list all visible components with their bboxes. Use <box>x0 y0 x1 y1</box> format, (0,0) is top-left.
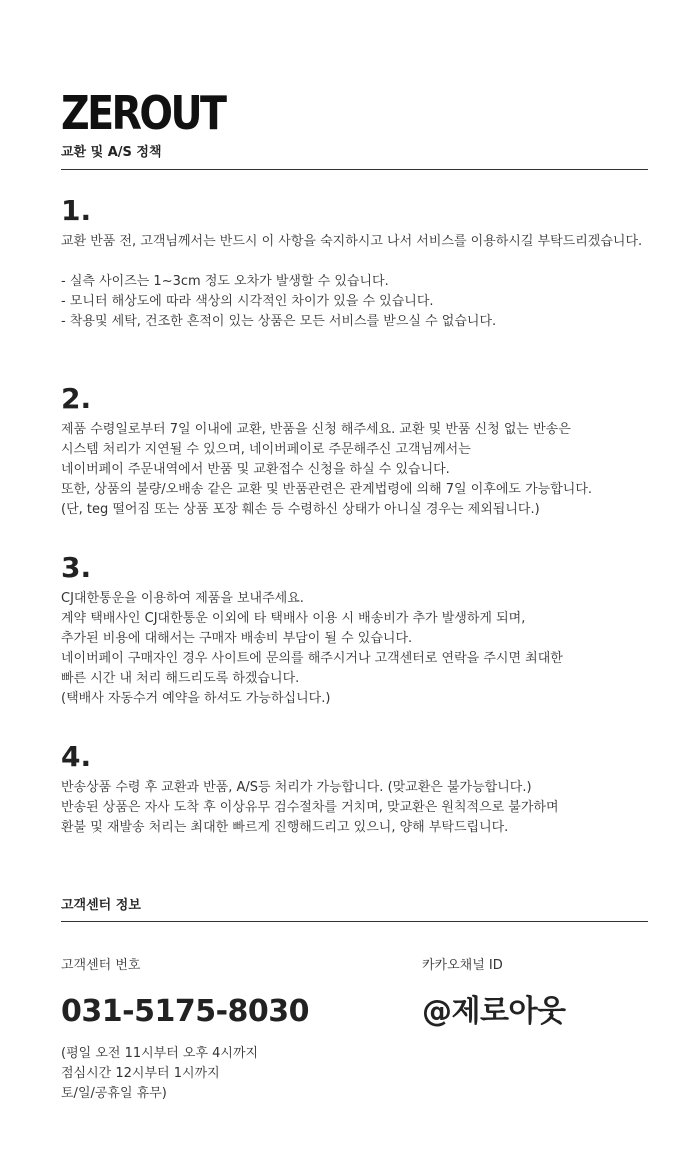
section-body <box>61 232 648 332</box>
policy-section-3 <box>61 551 648 709</box>
section-number: 4. <box>61 740 92 773</box>
section-number: 1. <box>61 194 92 227</box>
section-line: 네이버페이 구매자인 경우 사이트에 문의를 해주시거나 고객센터로 연락을 주시면 최대한 <box>61 651 563 666</box>
section-line: CJ대한통운을 이용하여 제품을 보내주세요. <box>61 591 304 606</box>
page-subtitle: 교환 및 A/S 정책 <box>61 145 162 160</box>
section-line: 네이버페이 주문내역에서 반품 및 교환접수 신청을 하실 수 있습니다. <box>61 462 450 477</box>
section-line: - 실측 사이즈는 1~3cm 정도 오차가 발생할 수 있습니다. <box>61 274 389 289</box>
phone-block <box>61 956 309 1104</box>
kakao-label: 카카오채널 ID <box>422 958 503 973</box>
hours-line: 점심시간 12시부터 1시까지 <box>61 1066 220 1081</box>
policy-section-4 <box>61 740 648 838</box>
policy-section-1 <box>61 194 648 332</box>
section-line: 환불 및 재발송 처리는 최대한 빠르게 진행해드리고 있으니, 양해 부탁드립니다. <box>61 820 509 835</box>
kakao-block <box>422 956 565 1030</box>
section-line: (택배사 자동수거 예약을 하셔도 가능하십니다.) <box>61 691 331 706</box>
policy-page <box>61 86 648 1101</box>
section-number: 3. <box>61 551 92 584</box>
section-body <box>61 420 648 520</box>
section-line: 또한, 상품의 불량/오배송 같은 교환 및 반품관련은 관계법령에 의해 7일 이후에도 가능합니다. <box>61 482 593 497</box>
section-line: 빠른 시간 내 처리 해드리도록 하겠습니다. <box>61 671 300 686</box>
hours-line: (평일 오전 11시부터 오후 4시까지 <box>61 1046 259 1061</box>
section-line: 추가된 비용에 대해서는 구매자 배송비 부담이 될 수 있습니다. <box>61 631 413 646</box>
customer-center-divider <box>61 921 648 922</box>
policy-section-2 <box>61 382 648 520</box>
section-number: 2. <box>61 382 92 415</box>
section-line: 제품 수령일로부터 7일 이내에 교환, 반품을 신청 해주세요. 교환 및 반품 신청 없는 반송은 <box>61 422 571 437</box>
section-line: 계약 택배사인 CJ대한통운 이외에 타 택배사 이용 시 배송비가 추가 발생하게 되며, <box>61 611 526 626</box>
section-line: - 모니터 해상도에 따라 색상의 시각적인 차이가 있을 수 있습니다. <box>61 294 434 309</box>
phone-label: 고객센터 번호 <box>61 958 141 973</box>
phone-number[interactable]: 031-5175-8030 <box>61 994 310 1029</box>
hours-line: 토/일/공휴일 휴무) <box>61 1086 167 1101</box>
kakao-channel-id[interactable]: @제로아웃 <box>422 994 566 1029</box>
section-body <box>61 778 648 838</box>
business-hours <box>61 1044 309 1104</box>
header-divider <box>61 169 648 170</box>
section-line: - 착용및 세탁, 건조한 흔적이 있는 상품은 모든 서비스를 받으실 수 없습니다. <box>61 314 497 329</box>
section-line: 교환 반품 전, 고객님께서는 반드시 이 사항을 숙지하시고 나서 서비스를 이용하시길 부탁드리겠습니다. <box>61 234 643 249</box>
customer-center-title: 고객센터 정보 <box>61 898 141 913</box>
brand-logo: ZEROUT <box>61 86 225 140</box>
section-line: 시스템 처리가 지연될 수 있으며, 네이버페이로 주문해주신 고객님께서는 <box>61 442 471 457</box>
section-line: (단, teg 떨어짐 또는 상품 포장 훼손 등 수령하신 상태가 아니실 경우는 제외됩니다.) <box>61 502 540 517</box>
section-line: 반송된 상품은 자사 도착 후 이상유무 검수절차를 거치며, 맞교환은 원칙적으로 불가하며 <box>61 800 559 815</box>
section-body <box>61 589 648 709</box>
section-line: 반송상품 수령 후 교환과 반품, A/S등 처리가 가능합니다. (맞교환은 불가능합니다.) <box>61 780 532 795</box>
